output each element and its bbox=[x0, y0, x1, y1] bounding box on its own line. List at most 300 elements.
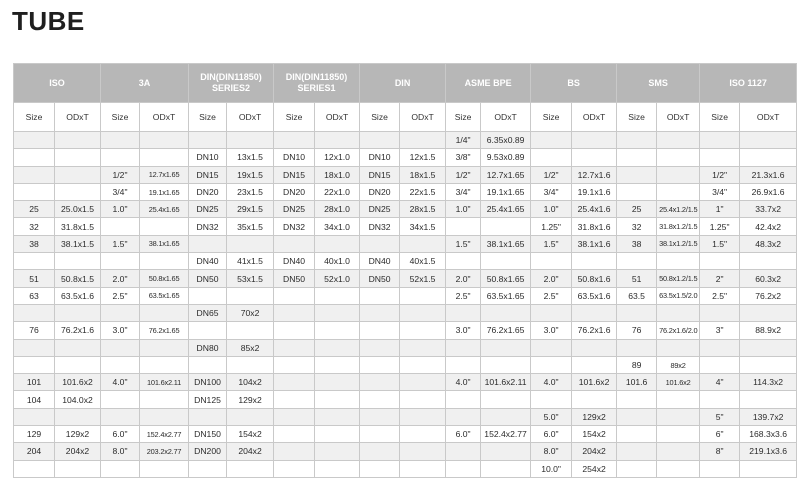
size-cell: 5" bbox=[700, 408, 740, 425]
standards-header-row bbox=[14, 64, 797, 103]
odxt-cell bbox=[315, 132, 360, 149]
odxt-cell: 63.5x1.65 bbox=[481, 287, 531, 304]
odxt-cell bbox=[657, 426, 700, 443]
size-cell: DN200 bbox=[189, 443, 227, 460]
odxt-cell: 9.53x0.89 bbox=[481, 149, 531, 166]
size-cell: DN15 bbox=[189, 166, 227, 183]
odxt-cell bbox=[740, 149, 797, 166]
size-cell: 8.0" bbox=[101, 443, 140, 460]
size-cell: 1.0" bbox=[101, 201, 140, 218]
odxt-cell: 38.1x1.65 bbox=[140, 235, 189, 252]
size-cell bbox=[274, 391, 315, 408]
size-cell: DN32 bbox=[274, 218, 315, 235]
size-cell: 76 bbox=[14, 322, 55, 339]
size-cell bbox=[700, 253, 740, 270]
size-cell bbox=[14, 304, 55, 321]
odxt-cell: 168.3x3.6 bbox=[740, 426, 797, 443]
odxt-cell: 76.2x1.65 bbox=[140, 322, 189, 339]
size-cell bbox=[101, 149, 140, 166]
odxt-cell bbox=[55, 132, 101, 149]
odxt-cell bbox=[400, 287, 446, 304]
standard-header: DIN bbox=[360, 64, 446, 103]
size-cell bbox=[360, 322, 400, 339]
size-cell: DN65 bbox=[189, 304, 227, 321]
size-cell: 2.0" bbox=[531, 270, 572, 287]
odxt-cell: 152.4x2.77 bbox=[140, 426, 189, 443]
odxt-cell: 38.1x1.6 bbox=[572, 235, 617, 252]
size-cell: DN20 bbox=[189, 183, 227, 200]
size-cell bbox=[700, 339, 740, 356]
size-cell bbox=[14, 460, 55, 477]
size-cell: DN10 bbox=[189, 149, 227, 166]
size-cell bbox=[189, 408, 227, 425]
odxt-cell: 18x1.5 bbox=[400, 166, 446, 183]
odxt-cell bbox=[140, 149, 189, 166]
odxt-cell: 85x2 bbox=[227, 339, 274, 356]
odxt-column-header: ODxT bbox=[481, 103, 531, 132]
odxt-cell: 204x2 bbox=[572, 443, 617, 460]
odxt-cell: 25.4x1.2/1.5 bbox=[657, 201, 700, 218]
size-cell: 51 bbox=[617, 270, 657, 287]
size-cell: 6.0" bbox=[531, 426, 572, 443]
size-cell: 3.0" bbox=[531, 322, 572, 339]
odxt-cell bbox=[740, 253, 797, 270]
size-cell bbox=[274, 460, 315, 477]
size-cell: DN150 bbox=[189, 426, 227, 443]
odxt-cell: 13x1.5 bbox=[227, 149, 274, 166]
odxt-cell bbox=[657, 183, 700, 200]
size-cell bbox=[617, 304, 657, 321]
odxt-cell bbox=[315, 322, 360, 339]
size-cell bbox=[189, 356, 227, 373]
size-cell: 3/4" bbox=[101, 183, 140, 200]
size-cell bbox=[360, 356, 400, 373]
size-column-header: Size bbox=[700, 103, 740, 132]
size-cell: 4.0" bbox=[446, 374, 481, 391]
odxt-cell bbox=[55, 460, 101, 477]
odxt-cell bbox=[481, 356, 531, 373]
size-cell bbox=[446, 253, 481, 270]
odxt-cell bbox=[400, 443, 446, 460]
odxt-cell: 129x2 bbox=[55, 426, 101, 443]
size-cell bbox=[274, 443, 315, 460]
size-cell bbox=[101, 132, 140, 149]
size-cell: DN50 bbox=[360, 270, 400, 287]
size-cell bbox=[274, 426, 315, 443]
size-cell: 5.0" bbox=[531, 408, 572, 425]
odxt-cell bbox=[55, 356, 101, 373]
odxt-cell bbox=[481, 408, 531, 425]
size-cell bbox=[189, 322, 227, 339]
size-cell: 2" bbox=[700, 270, 740, 287]
table-row bbox=[14, 339, 797, 356]
odxt-cell bbox=[315, 443, 360, 460]
size-cell bbox=[617, 426, 657, 443]
odxt-cell: 101.6x2.11 bbox=[140, 374, 189, 391]
size-cell bbox=[617, 253, 657, 270]
odxt-cell: 152.4x2.77 bbox=[481, 426, 531, 443]
size-cell bbox=[360, 443, 400, 460]
size-cell: 1.5" bbox=[446, 235, 481, 252]
odxt-cell bbox=[140, 253, 189, 270]
odxt-cell bbox=[140, 339, 189, 356]
odxt-cell: 12.7x1.6 bbox=[572, 166, 617, 183]
size-cell bbox=[446, 460, 481, 477]
table-row bbox=[14, 460, 797, 477]
size-cell bbox=[14, 339, 55, 356]
size-cell bbox=[617, 408, 657, 425]
size-cell: 63 bbox=[14, 287, 55, 304]
standard-header: DIN(DIN11850) SERIES1 bbox=[274, 64, 360, 103]
size-cell bbox=[531, 149, 572, 166]
odxt-column-header: ODxT bbox=[227, 103, 274, 132]
odxt-cell bbox=[740, 460, 797, 477]
odxt-cell bbox=[572, 253, 617, 270]
table-row bbox=[14, 374, 797, 391]
odxt-cell bbox=[657, 166, 700, 183]
size-cell: DN32 bbox=[360, 218, 400, 235]
size-cell: 2.5" bbox=[700, 287, 740, 304]
size-cell bbox=[360, 408, 400, 425]
size-cell: DN10 bbox=[274, 149, 315, 166]
size-cell bbox=[531, 356, 572, 373]
size-cell bbox=[700, 304, 740, 321]
odxt-cell bbox=[657, 304, 700, 321]
size-column-header: Size bbox=[101, 103, 140, 132]
size-cell: DN10 bbox=[360, 149, 400, 166]
size-cell: 3.0" bbox=[101, 322, 140, 339]
odxt-cell: 23x1.5 bbox=[227, 183, 274, 200]
size-cell bbox=[617, 391, 657, 408]
size-cell: 1/2" bbox=[700, 166, 740, 183]
odxt-cell: 40x1.0 bbox=[315, 253, 360, 270]
size-cell bbox=[700, 391, 740, 408]
odxt-cell: 31.8x1.2/1.5 bbox=[657, 218, 700, 235]
size-cell bbox=[360, 132, 400, 149]
odxt-cell: 204x2 bbox=[227, 443, 274, 460]
table-row bbox=[14, 391, 797, 408]
odxt-cell: 139.7x2 bbox=[740, 408, 797, 425]
size-cell bbox=[360, 287, 400, 304]
size-cell bbox=[274, 235, 315, 252]
odxt-cell bbox=[227, 356, 274, 373]
odxt-cell bbox=[481, 460, 531, 477]
size-cell bbox=[274, 132, 315, 149]
table-row bbox=[14, 426, 797, 443]
size-cell: 4.0" bbox=[531, 374, 572, 391]
table-row bbox=[14, 218, 797, 235]
size-cell: 3/4" bbox=[446, 183, 481, 200]
odxt-cell: 25.0x1.5 bbox=[55, 201, 101, 218]
odxt-cell: 28x1.5 bbox=[400, 201, 446, 218]
odxt-cell bbox=[315, 339, 360, 356]
table-row bbox=[14, 183, 797, 200]
odxt-cell bbox=[740, 356, 797, 373]
odxt-cell bbox=[400, 322, 446, 339]
size-cell: 129 bbox=[14, 426, 55, 443]
table-row bbox=[14, 201, 797, 218]
standard-header: ASME BPE bbox=[446, 64, 531, 103]
size-cell: 4.0" bbox=[101, 374, 140, 391]
size-cell bbox=[531, 253, 572, 270]
size-cell: 1.0" bbox=[446, 201, 481, 218]
size-column-header: Size bbox=[531, 103, 572, 132]
odxt-column-header: ODxT bbox=[400, 103, 446, 132]
size-cell bbox=[274, 304, 315, 321]
odxt-cell bbox=[315, 374, 360, 391]
size-cell bbox=[700, 149, 740, 166]
size-cell bbox=[531, 391, 572, 408]
size-cell bbox=[14, 408, 55, 425]
size-column-header: Size bbox=[446, 103, 481, 132]
size-cell bbox=[101, 356, 140, 373]
size-cell: 2.5" bbox=[446, 287, 481, 304]
odxt-column-header: ODxT bbox=[572, 103, 617, 132]
odxt-cell: 50.8x1.65 bbox=[481, 270, 531, 287]
odxt-cell: 53x1.5 bbox=[227, 270, 274, 287]
odxt-cell bbox=[481, 339, 531, 356]
size-cell: DN40 bbox=[360, 253, 400, 270]
odxt-cell bbox=[140, 356, 189, 373]
odxt-cell bbox=[481, 218, 531, 235]
odxt-cell bbox=[400, 374, 446, 391]
size-cell bbox=[446, 304, 481, 321]
size-cell bbox=[700, 356, 740, 373]
size-cell: DN20 bbox=[274, 183, 315, 200]
odxt-cell bbox=[400, 235, 446, 252]
odxt-cell: 76.2x1.6/2.0 bbox=[657, 322, 700, 339]
size-cell: 1.25" bbox=[531, 218, 572, 235]
odxt-cell: 114.3x2 bbox=[740, 374, 797, 391]
odxt-cell: 154x2 bbox=[227, 426, 274, 443]
size-cell: 101 bbox=[14, 374, 55, 391]
odxt-cell: 12.7x1.65 bbox=[140, 166, 189, 183]
odxt-cell: 34x1.0 bbox=[315, 218, 360, 235]
odxt-cell: 101.6x2.11 bbox=[481, 374, 531, 391]
odxt-cell bbox=[227, 287, 274, 304]
odxt-cell: 76.2x1.6 bbox=[572, 322, 617, 339]
table-row bbox=[14, 443, 797, 460]
size-cell bbox=[274, 287, 315, 304]
odxt-cell bbox=[400, 356, 446, 373]
odxt-cell bbox=[315, 304, 360, 321]
table-row bbox=[14, 132, 797, 149]
table-row bbox=[14, 408, 797, 425]
size-cell bbox=[617, 339, 657, 356]
size-cell: DN100 bbox=[189, 374, 227, 391]
odxt-cell bbox=[657, 443, 700, 460]
odxt-cell: 101.6x2 bbox=[657, 374, 700, 391]
table-row bbox=[14, 287, 797, 304]
size-cell: 38 bbox=[617, 235, 657, 252]
size-column-header: Size bbox=[14, 103, 55, 132]
odxt-cell bbox=[315, 460, 360, 477]
size-cell bbox=[189, 132, 227, 149]
odxt-cell: 52x1.5 bbox=[400, 270, 446, 287]
size-cell: 6.0" bbox=[101, 426, 140, 443]
size-cell bbox=[617, 132, 657, 149]
size-cell: 2.0" bbox=[446, 270, 481, 287]
odxt-cell bbox=[55, 304, 101, 321]
size-cell bbox=[14, 253, 55, 270]
odxt-cell: 48.3x2 bbox=[740, 235, 797, 252]
size-cell: DN40 bbox=[189, 253, 227, 270]
odxt-cell bbox=[572, 132, 617, 149]
odxt-column-header: ODxT bbox=[315, 103, 360, 132]
standard-header: DIN(DIN11850) SERIES2 bbox=[189, 64, 274, 103]
size-cell: 1/2" bbox=[446, 166, 481, 183]
odxt-cell bbox=[227, 408, 274, 425]
odxt-cell bbox=[315, 426, 360, 443]
odxt-cell: 101.6x2 bbox=[55, 374, 101, 391]
odxt-cell bbox=[315, 287, 360, 304]
size-cell bbox=[617, 149, 657, 166]
odxt-cell bbox=[481, 443, 531, 460]
odxt-cell: 154x2 bbox=[572, 426, 617, 443]
size-cell bbox=[360, 339, 400, 356]
odxt-cell: 63.5x1.6 bbox=[55, 287, 101, 304]
table-row bbox=[14, 356, 797, 373]
size-cell: 6.0" bbox=[446, 426, 481, 443]
size-cell: DN20 bbox=[360, 183, 400, 200]
odxt-cell: 203.2x2.77 bbox=[140, 443, 189, 460]
size-cell: 2.5" bbox=[101, 287, 140, 304]
odxt-cell bbox=[740, 391, 797, 408]
size-cell bbox=[446, 391, 481, 408]
odxt-cell: 35x1.5 bbox=[227, 218, 274, 235]
odxt-cell bbox=[572, 391, 617, 408]
size-cell: 3.0" bbox=[446, 322, 481, 339]
size-cell: 63.5 bbox=[617, 287, 657, 304]
tube-table bbox=[13, 63, 797, 478]
standard-header: BS bbox=[531, 64, 617, 103]
size-column-header: Size bbox=[189, 103, 227, 132]
size-cell bbox=[101, 253, 140, 270]
size-cell: 89 bbox=[617, 356, 657, 373]
size-cell: DN125 bbox=[189, 391, 227, 408]
odxt-cell bbox=[657, 132, 700, 149]
odxt-cell: 204x2 bbox=[55, 443, 101, 460]
odxt-cell: 19.1x1.65 bbox=[140, 183, 189, 200]
odxt-cell: 33.7x2 bbox=[740, 201, 797, 218]
odxt-cell: 22x1.5 bbox=[400, 183, 446, 200]
odxt-cell bbox=[657, 460, 700, 477]
standard-header: ISO 1127 bbox=[700, 64, 797, 103]
size-cell bbox=[617, 166, 657, 183]
odxt-cell: 70x2 bbox=[227, 304, 274, 321]
size-cell bbox=[617, 460, 657, 477]
size-cell: 10.0" bbox=[531, 460, 572, 477]
size-cell bbox=[531, 304, 572, 321]
odxt-cell bbox=[481, 391, 531, 408]
odxt-cell bbox=[55, 166, 101, 183]
size-cell: 51 bbox=[14, 270, 55, 287]
odxt-cell bbox=[740, 304, 797, 321]
odxt-cell: 63.5x1.6 bbox=[572, 287, 617, 304]
odxt-cell: 34x1.5 bbox=[400, 218, 446, 235]
size-cell: 104 bbox=[14, 391, 55, 408]
size-cell bbox=[360, 304, 400, 321]
size-cell: 6" bbox=[700, 426, 740, 443]
odxt-cell: 254x2 bbox=[572, 460, 617, 477]
odxt-cell: 12x1.5 bbox=[400, 149, 446, 166]
size-cell: 1.5" bbox=[700, 235, 740, 252]
size-cell: DN25 bbox=[189, 201, 227, 218]
odxt-cell: 219.1x3.6 bbox=[740, 443, 797, 460]
size-cell: DN50 bbox=[189, 270, 227, 287]
odxt-cell bbox=[140, 218, 189, 235]
size-cell: 25 bbox=[617, 201, 657, 218]
size-cell bbox=[446, 443, 481, 460]
odxt-cell: 28x1.0 bbox=[315, 201, 360, 218]
odxt-cell: 19.1x1.6 bbox=[572, 183, 617, 200]
odxt-cell bbox=[400, 132, 446, 149]
odxt-cell bbox=[227, 235, 274, 252]
odxt-cell bbox=[55, 183, 101, 200]
size-cell: 32 bbox=[14, 218, 55, 235]
odxt-cell bbox=[315, 391, 360, 408]
odxt-cell: 38.1x1.2/1.5 bbox=[657, 235, 700, 252]
odxt-cell bbox=[315, 235, 360, 252]
size-cell bbox=[189, 287, 227, 304]
odxt-cell: 25.4x1.6 bbox=[572, 201, 617, 218]
odxt-cell bbox=[227, 322, 274, 339]
odxt-cell: 63.5x1.5/2.0 bbox=[657, 287, 700, 304]
size-cell: 1/4" bbox=[446, 132, 481, 149]
odxt-cell bbox=[400, 339, 446, 356]
size-cell bbox=[617, 443, 657, 460]
odxt-cell bbox=[657, 253, 700, 270]
size-cell bbox=[700, 460, 740, 477]
odxt-cell bbox=[140, 132, 189, 149]
odxt-column-header: ODxT bbox=[740, 103, 797, 132]
size-cell bbox=[274, 408, 315, 425]
table-row bbox=[14, 253, 797, 270]
odxt-cell: 50.8x1.5 bbox=[55, 270, 101, 287]
table-row bbox=[14, 270, 797, 287]
size-cell: DN15 bbox=[274, 166, 315, 183]
table-row bbox=[14, 322, 797, 339]
size-cell bbox=[101, 218, 140, 235]
odxt-cell: 101.6x2 bbox=[572, 374, 617, 391]
size-cell bbox=[446, 339, 481, 356]
size-cell bbox=[360, 460, 400, 477]
odxt-cell bbox=[55, 339, 101, 356]
odxt-cell: 42.4x2 bbox=[740, 218, 797, 235]
odxt-cell bbox=[400, 391, 446, 408]
size-cell bbox=[446, 218, 481, 235]
table-row bbox=[14, 304, 797, 321]
odxt-cell: 12.7x1.65 bbox=[481, 166, 531, 183]
odxt-cell: 50.8x1.65 bbox=[140, 270, 189, 287]
odxt-cell: 6.35x0.89 bbox=[481, 132, 531, 149]
odxt-cell: 38.1x1.65 bbox=[481, 235, 531, 252]
size-cell: 4" bbox=[700, 374, 740, 391]
odxt-cell: 40x1.5 bbox=[400, 253, 446, 270]
table-row bbox=[14, 149, 797, 166]
standard-header: SMS bbox=[617, 64, 700, 103]
size-cell bbox=[189, 460, 227, 477]
size-cell: 1/2" bbox=[101, 166, 140, 183]
size-cell: 1.5" bbox=[101, 235, 140, 252]
odxt-cell bbox=[481, 304, 531, 321]
odxt-cell: 31.8x1.5 bbox=[55, 218, 101, 235]
standard-header: ISO bbox=[14, 64, 101, 103]
size-cell: DN40 bbox=[274, 253, 315, 270]
odxt-cell: 41x1.5 bbox=[227, 253, 274, 270]
size-cell: 1/2" bbox=[531, 166, 572, 183]
size-cell: 32 bbox=[617, 218, 657, 235]
